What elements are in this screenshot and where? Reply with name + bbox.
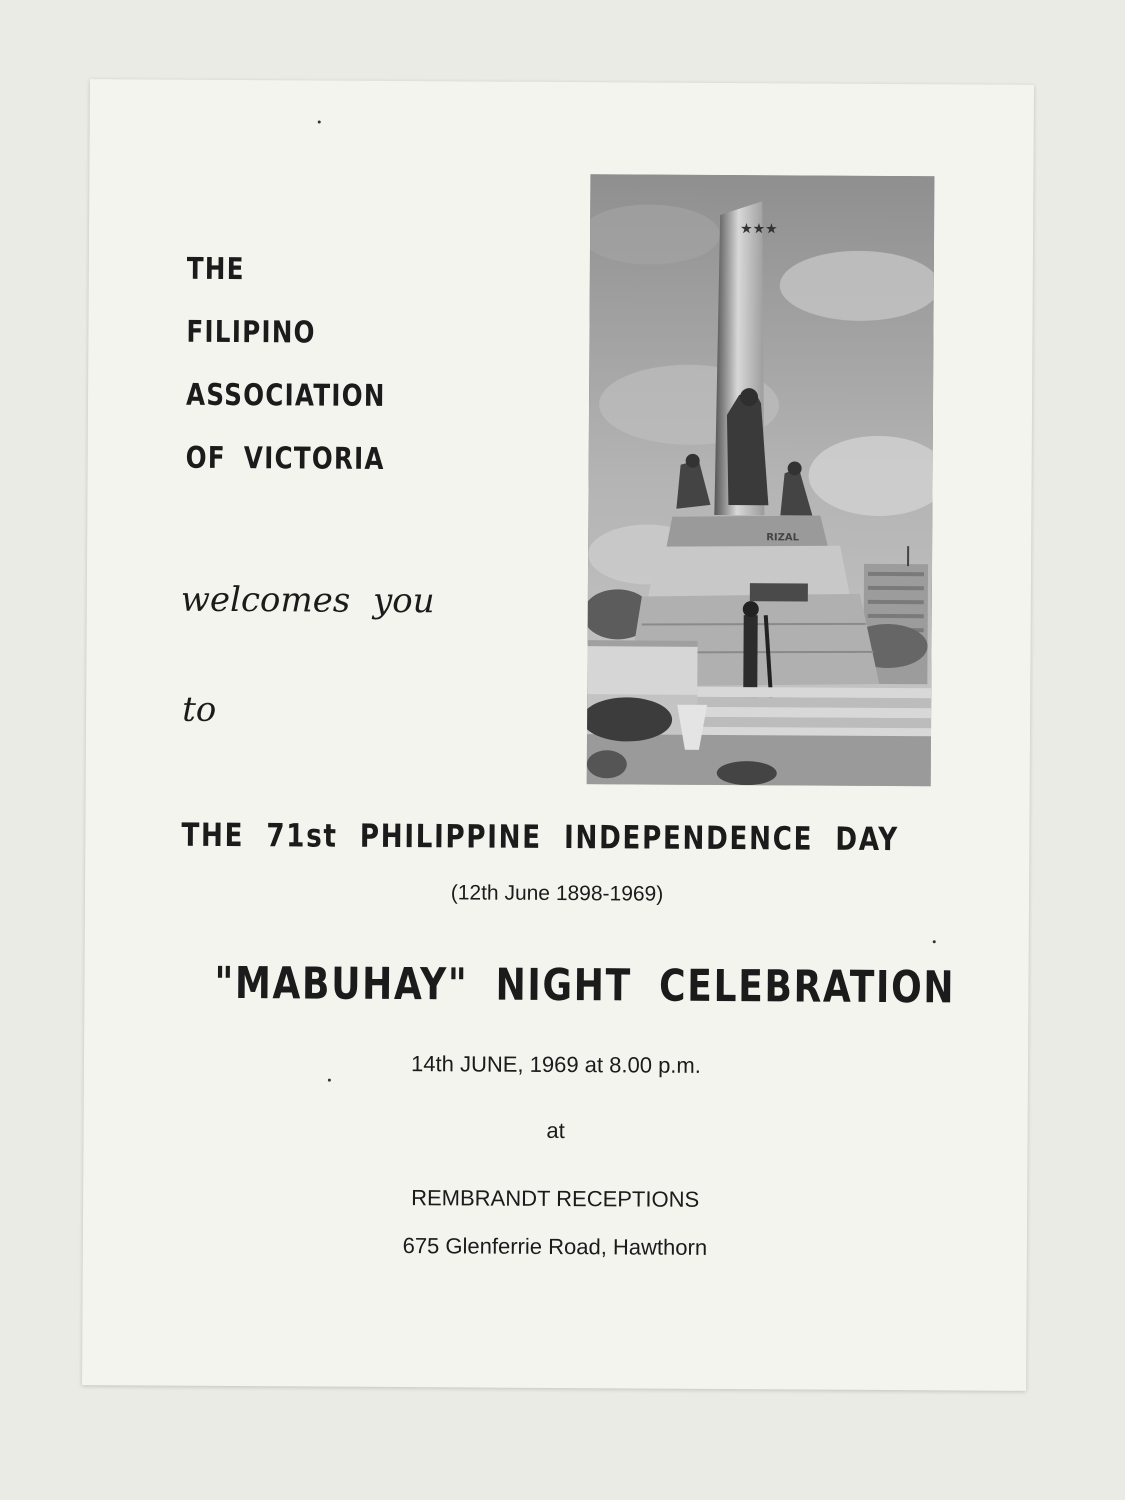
to-text: to <box>182 689 217 730</box>
heading-the: THE <box>186 251 245 288</box>
event-dates: (12th June 1898-1969) <box>450 881 664 906</box>
venue-address: 675 Glenferrie Road, Hawthorn <box>402 1233 708 1260</box>
rizal-monument-image <box>587 174 935 786</box>
svg-text:★★★: ★★★ <box>740 221 778 238</box>
paper-speck <box>318 121 321 124</box>
event-datetime: 14th JUNE, 1969 at 8.00 p.m. <box>410 1051 701 1078</box>
event-at: at <box>546 1117 565 1144</box>
monument-label: RIZAL <box>766 532 800 544</box>
event-title: THE 71st PHILIPPINE INDEPENDENCE DAY <box>181 815 899 859</box>
rizal-monument-photo <box>587 174 935 786</box>
paper-speck <box>933 940 936 943</box>
heading-filipino: FILIPINO <box>186 314 316 351</box>
venue-name: REMBRANDT RECEPTIONS <box>411 1185 700 1212</box>
heading-of-victoria: OF VICTORIA <box>185 440 385 477</box>
paper-speck <box>328 1079 331 1082</box>
welcomes-you-text: welcomes you <box>180 579 435 622</box>
programme-sheet <box>82 79 1034 1391</box>
celebration-title: "MABUHAY" NIGHT CELEBRATION <box>214 957 956 1014</box>
heading-association: ASSOCIATION <box>185 377 386 414</box>
